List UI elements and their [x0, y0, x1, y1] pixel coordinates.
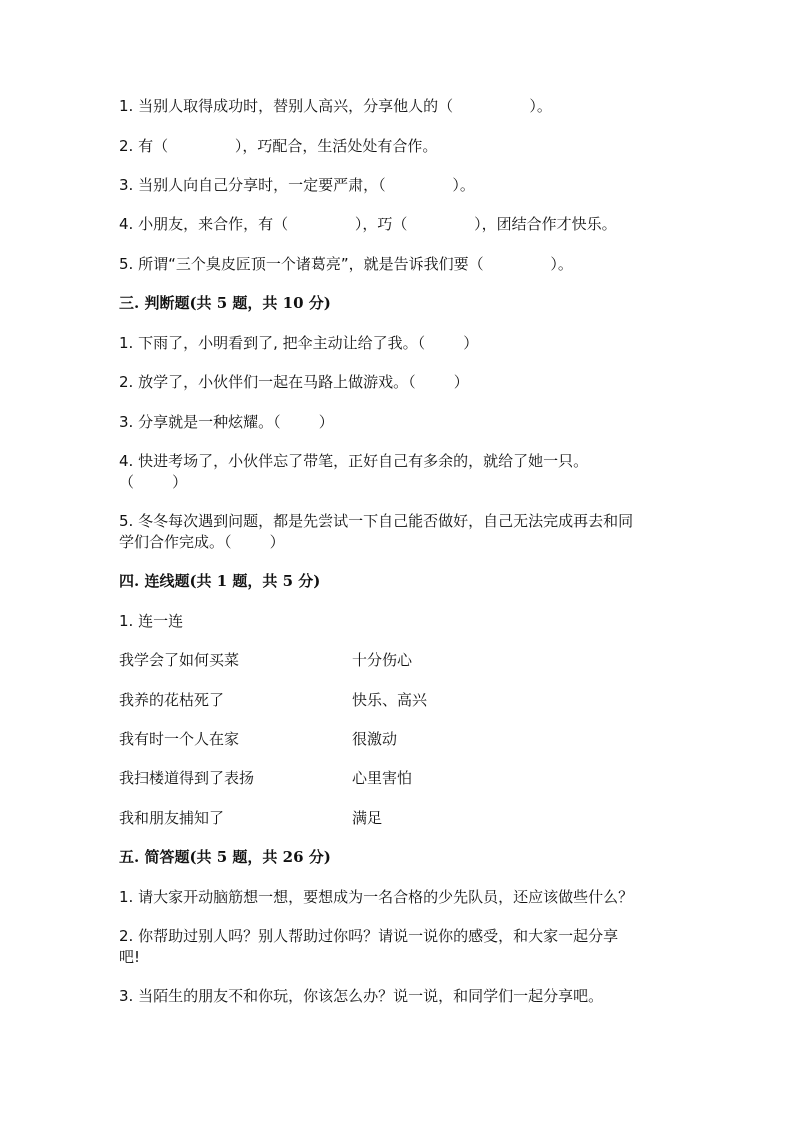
judge-question-5: 5. 冬冬每次遇到问题，都是先尝试一下自己能否做好，自己无法完成再去和同: [119, 512, 634, 530]
matching-right-item: 快乐、高兴: [352, 691, 428, 709]
judge-question-1: 1. 下雨了，小明看到了, 把伞主动让给了我。（ ）: [119, 334, 479, 352]
matching-right-item: 十分伤心: [352, 651, 413, 669]
matching-left-item: 我扫楼道得到了表扬: [119, 769, 255, 787]
section-title-short-answer: 五. 简答题(共 5 题，共 26 分): [119, 848, 331, 866]
fill-blank-question-1: 1. 当别人取得成功时，替别人高兴，分享他人的（ ）。: [119, 97, 552, 115]
matching-left-item: 我学会了如何买菜: [119, 651, 240, 669]
matching-right-item: 满足: [352, 809, 383, 827]
judge-question-4: 4. 快进考场了，小伙伴忘了带笔，正好自己有多余的，就给了她一只。: [119, 452, 589, 470]
section-title-matching: 四. 连线题(共 1 题，共 5 分): [119, 572, 321, 590]
fill-blank-question-4: 4. 小朋友，来合作，有（ ），巧（ ），团结合作才快乐。: [119, 215, 617, 233]
judge-question-3: 3. 分享就是一种炫耀。（ ）: [119, 413, 334, 431]
matching-right-item: 很激动: [352, 730, 398, 748]
judge-question-5-continued: 学们合作完成。（ ）: [119, 533, 285, 551]
short-answer-question-3: 3. 当陌生的朋友不和你玩，你该怎么办？说一说，和同学们一起分享吧。: [119, 987, 604, 1005]
matching-left-item: 我养的花枯死了: [119, 691, 225, 709]
short-answer-question-2: 2. 你帮助过别人吗？别人帮助过你吗？请说一说你的感受，和大家一起分享: [119, 927, 619, 945]
fill-blank-question-3: 3. 当别人向自己分享时，一定要严肃，（ ）。: [119, 176, 475, 194]
short-answer-question-1: 1. 请大家开动脑筋想一想，要想成为一名合格的少先队员，还应该做些什么？: [119, 888, 634, 906]
fill-blank-question-5: 5. 所谓“三个臭皮匠顶一个诸葛亮”，就是告诉我们要（ ）。: [119, 255, 573, 273]
matching-right-item: 心里害怕: [352, 769, 413, 787]
judge-question-4-answer: （ ）: [119, 473, 188, 491]
matching-left-item: 我有时一个人在家: [119, 730, 240, 748]
short-answer-question-2-continued: 吧!: [119, 948, 141, 966]
matching-left-item: 我和朋友捕知了: [119, 809, 225, 827]
matching-prompt: 1. 连一连: [119, 612, 184, 630]
section-title-judge: 三. 判断题(共 5 题，共 10 分): [119, 294, 331, 312]
judge-question-2: 2. 放学了，小伙伴们一起在马路上做游戏。（ ）: [119, 373, 469, 391]
fill-blank-question-2: 2. 有（ ），巧配合，生活处处有合作。: [119, 137, 438, 155]
